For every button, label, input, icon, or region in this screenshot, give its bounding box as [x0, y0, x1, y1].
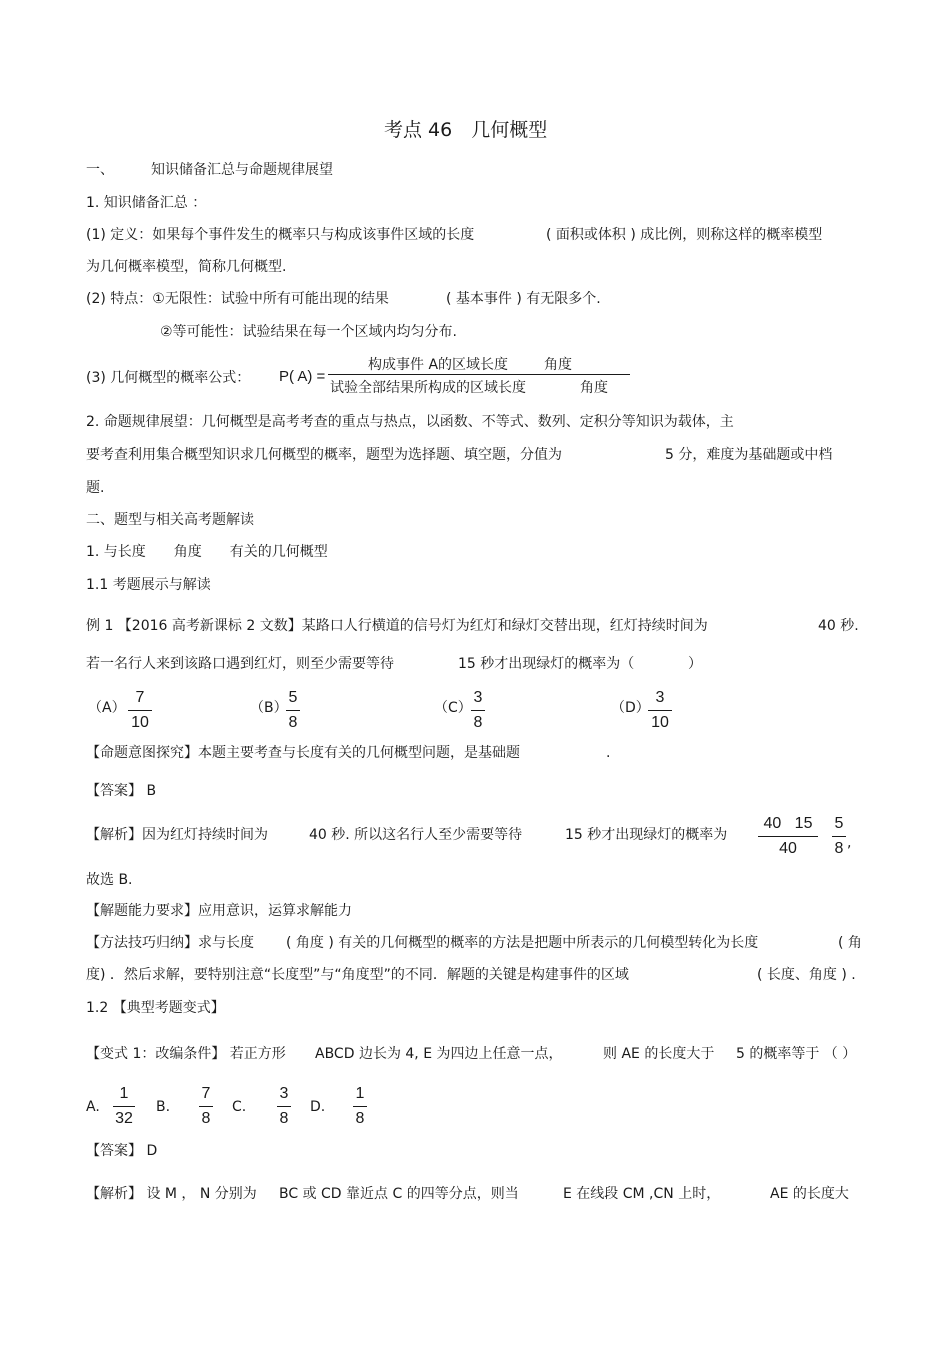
option-d-fraction — [648, 688, 672, 733]
intent-text-2: . — [606, 745, 611, 761]
variant-option-label-d: D. — [310, 1099, 326, 1115]
subsection-2-1: 1. 与长度 角度 有关的几何概型 — [86, 544, 328, 560]
fraction-bar — [758, 836, 818, 837]
variant-option-c-numerator: 3 — [279, 1085, 289, 1102]
example1-text-3: 若一名行人来到该路口遇到红灯，则至少需要等待 — [86, 656, 394, 672]
variant-option-a-numerator: 1 — [119, 1085, 129, 1102]
fraction-bar — [648, 710, 672, 711]
variant-option-d-fraction — [353, 1084, 367, 1129]
subsection-2-1-1: 1.1 考题展示与解读 — [86, 577, 211, 593]
variant-option-label-a: A. — [86, 1099, 100, 1115]
fraction-bar — [832, 836, 846, 837]
formula-lhs: P( A) = — [279, 368, 326, 385]
fraction-bar — [286, 710, 300, 711]
variant-option-a-fraction — [113, 1084, 135, 1129]
solution-1-fraction-1-numerator: 40 15 — [763, 815, 813, 832]
section2-heading: 二、题型与相关高考题解读 — [86, 512, 254, 528]
solution-1-fraction-2 — [832, 814, 846, 859]
fraction-bar — [471, 710, 485, 711]
option-a-numerator: 7 — [135, 689, 145, 706]
option-label-c: （C） — [434, 700, 472, 716]
feature-text-2: ( 基本事件 ) 有无限多个. — [446, 291, 601, 307]
example1-text-4: 15 秒才出现绿灯的概率为（ — [458, 656, 635, 672]
definition-text-3: 为几何概率模型，简称几何概型. — [86, 259, 287, 275]
fraction-bar — [113, 1106, 135, 1107]
example1-text: 例 1 【2016 高考新课标 2 文数】某路口人行横道的信号灯为红灯和绿灯交替出现，红灯持续时间为 — [86, 618, 708, 634]
solution-2-text-4: AE 的长度大 — [770, 1186, 849, 1202]
law-text-4: 题. — [86, 480, 105, 496]
variant-option-b-denominator: 8 — [201, 1110, 211, 1127]
example1-text-5: ） — [688, 656, 702, 672]
formula-numerator: 构成事件 A的区域长度 — [368, 357, 509, 373]
variant-1-text-2: ABCD 边长为 4, E 为四边上任意一点， — [315, 1046, 563, 1062]
option-b-numerator: 5 — [288, 689, 298, 706]
option-c-denominator: 8 — [473, 714, 483, 731]
section1-heading: 知识储备汇总与命题规律展望 — [151, 162, 333, 178]
option-label-a: （A） — [88, 700, 126, 716]
solution-1-comma: , — [847, 835, 852, 851]
fraction-bar — [128, 710, 152, 711]
ability-text: 【解题能力要求】应用意识，运算求解能力 — [86, 903, 352, 919]
variant-option-label-c: C. — [232, 1099, 247, 1115]
solution-1-fraction-1 — [758, 814, 818, 859]
page-title: 考点 46 几何概型 — [384, 119, 548, 141]
variant-1-text: 【变式 1：改编条件】 若正方形 — [86, 1046, 286, 1062]
option-d-denominator: 10 — [651, 714, 669, 731]
option-a-denominator: 10 — [131, 714, 149, 731]
method-text-2: ( 角度 ) 有关的几何概型的概率的方法是把题中所表示的几何模型转化为长度 — [286, 935, 759, 951]
fraction-bar — [353, 1106, 367, 1107]
variant-option-c-denominator: 8 — [279, 1110, 289, 1127]
subsection-1-2: 1.2 【典型考题变式】 — [86, 1000, 225, 1016]
solution-1-text-3: 15 秒才出现绿灯的概率为 — [565, 827, 728, 843]
variant-option-d-denominator: 8 — [355, 1110, 365, 1127]
feature-text-3: ②等可能性：试验结果在每一个区域内均匀分布. — [160, 324, 457, 340]
variant-1-text-3: 则 AE 的长度大于 — [603, 1046, 715, 1062]
formula-numerator-unit: 角度 — [544, 357, 572, 373]
option-b-denominator: 8 — [288, 714, 298, 731]
option-c-fraction — [471, 688, 485, 733]
solution-2-text-3: E 在线段 CM ,CN 上时， — [563, 1186, 721, 1202]
solution-2-text-2: BC 或 CD 靠近点 C 的四等分点，则当 — [279, 1186, 519, 1202]
formula-denominator: 试验全部结果所构成的区域长度 — [330, 380, 526, 396]
variant-option-d-numerator: 1 — [355, 1085, 365, 1102]
method-text-4: 度) ．然后求解，要特别注意“长度型”与“角度型”的不同．解题的关键是构建事件的区域 — [86, 967, 629, 983]
intent-text: 【命题意图探究】本题主要考查与长度有关的几何概型问题，是基础题 — [86, 745, 520, 761]
solution-1-fraction-2-numerator: 5 — [834, 815, 844, 832]
definition-text-2: ( 面积或体积 ) 成比例，则称这样的概率模型 — [546, 227, 823, 243]
law-text: 2. 命题规律展望：几何概型是高考考查的重点与热点，以函数、不等式、数列、定积分等知识为载体，主 — [86, 414, 734, 430]
solution-2-text: 【解析】 设 M ， N 分别为 — [86, 1186, 257, 1202]
solution-1-fraction-2-denominator: 8 — [834, 840, 844, 857]
fraction-bar — [328, 374, 630, 375]
option-label-d: （D） — [611, 700, 650, 716]
formula-label: (3) 几何概型的概率公式： — [86, 370, 251, 386]
probability-formula — [328, 354, 630, 398]
definition-text: (1) 定义：如果每个事件发生的概率只与构成该事件区域的长度 — [86, 227, 475, 243]
option-label-b: （B） — [250, 700, 288, 716]
solution-1-text: 【解析】因为红灯持续时间为 — [86, 827, 268, 843]
option-a-fraction — [128, 688, 152, 733]
section1-number: 一、 — [86, 162, 114, 178]
feature-text: (2) 特点：①无限性：试验中所有可能出现的结果 — [86, 291, 389, 307]
answer-1: 【答案】 B — [86, 783, 157, 799]
method-text-5: ( 长度、角度 ) . — [757, 967, 856, 983]
law-text-3: 5 分，难度为基础题或中档 — [665, 447, 833, 463]
variant-1-text-4: 5 的概率等于 （ ） — [736, 1046, 857, 1062]
fraction-bar — [277, 1106, 291, 1107]
solution-1-fraction-1-denominator: 40 — [779, 840, 797, 857]
method-text: 【方法技巧归纳】求与长度 — [86, 935, 254, 951]
formula-denominator-unit: 角度 — [580, 380, 608, 396]
option-d-numerator: 3 — [655, 689, 665, 706]
method-text-3: ( 角 — [838, 935, 862, 951]
option-b-fraction — [286, 688, 300, 733]
variant-option-b-numerator: 7 — [201, 1085, 211, 1102]
variant-option-b-fraction — [199, 1084, 213, 1129]
law-text-2: 要考查利用集合概型知识求几何概型的概率，题型为选择题、填空题，分值为 — [86, 447, 562, 463]
variant-option-label-b: B. — [156, 1099, 171, 1115]
subsection-1-1: 1. 知识储备汇总 ： — [86, 195, 207, 211]
fraction-bar — [199, 1106, 213, 1107]
variant-option-c-fraction — [277, 1084, 291, 1129]
option-c-numerator: 3 — [473, 689, 483, 706]
solution-1-text-2: 40 秒. 所以这名行人至少需要等待 — [309, 827, 523, 843]
answer-2: 【答案】 D — [86, 1143, 158, 1159]
variant-option-a-denominator: 32 — [115, 1110, 133, 1127]
example1-text-2: 40 秒. — [818, 618, 859, 634]
solution-1-text-4: 故选 B. — [86, 872, 133, 888]
